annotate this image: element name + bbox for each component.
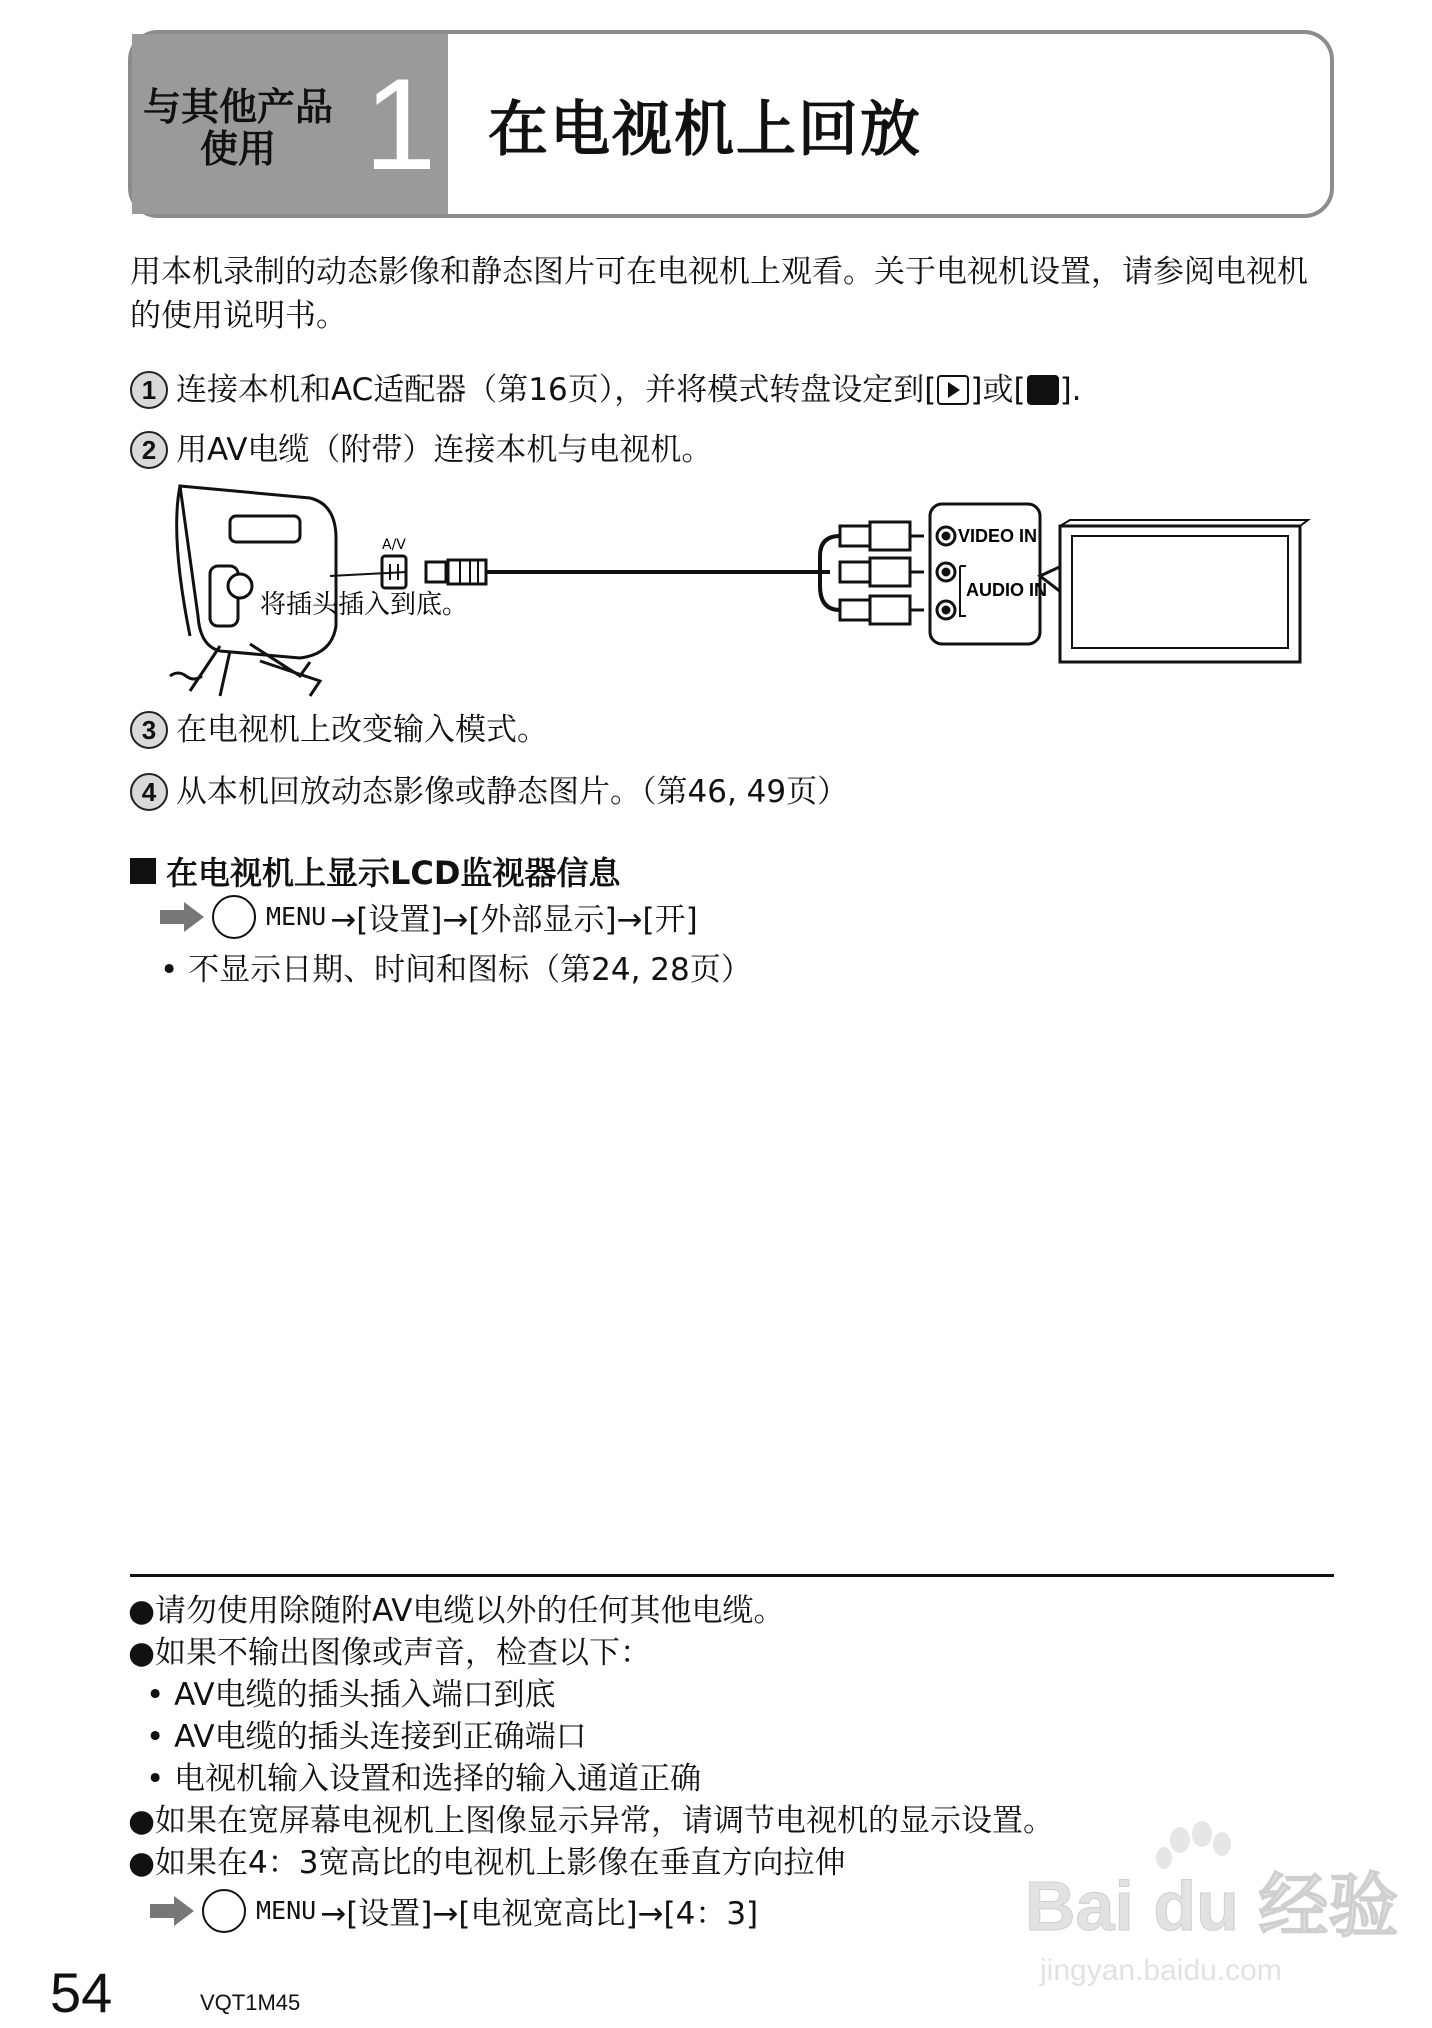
connection-diagram bbox=[160, 476, 1310, 696]
av-port-label: A/V bbox=[382, 537, 406, 553]
page-number: 54 bbox=[50, 1961, 113, 2024]
plug-note: 将插头插入到底。 bbox=[260, 590, 469, 620]
note-item: ●如果在宽屏幕电视机上图像显示异常，请调节电视机的显示设置。 bbox=[128, 1803, 1055, 1839]
step-number: 4 bbox=[130, 773, 168, 811]
watermark-brand: Bai du 经验 bbox=[1025, 1867, 1399, 1945]
menu-path-text: →[设置]→[电视宽高比]→[4：3] bbox=[320, 1896, 759, 1932]
step-text-mid: ]或[ bbox=[970, 372, 1026, 408]
video-in-label: VIDEO IN bbox=[958, 526, 1038, 546]
paw-logo-icon bbox=[1020, 1820, 1399, 1990]
aspect-menu-path bbox=[150, 1888, 758, 1933]
baidu-watermark bbox=[1020, 1820, 1399, 1990]
lcd-info-heading bbox=[130, 848, 620, 894]
camera-mode-icon bbox=[1027, 375, 1059, 405]
intro-paragraph: 用本机录制的动态影像和静态图片可在电视机上观看。关于电视机设置，请参阅电视机的使用说明书。 bbox=[130, 254, 1308, 334]
step-number: 1 bbox=[130, 371, 168, 409]
lcd-menu-path bbox=[160, 894, 698, 939]
joystick-icon bbox=[202, 1889, 246, 1933]
note-item: ●请勿使用除随附AV电缆以外的任何其他电缆。 bbox=[128, 1593, 785, 1629]
note-subitem: • 电视机输入设置和选择的输入通道正确 bbox=[146, 1761, 702, 1797]
joystick-icon bbox=[212, 895, 256, 939]
step-number: 2 bbox=[130, 431, 168, 469]
television-icon bbox=[1040, 520, 1308, 662]
watermark-url: jingyan.baidu.com bbox=[1040, 1954, 1282, 1987]
note-subitem: • AV电缆的插头连接到正确端口 bbox=[146, 1719, 587, 1755]
playback-mode-icon bbox=[937, 375, 969, 405]
tv-input-panel bbox=[930, 504, 1040, 644]
chapter-tab bbox=[132, 34, 448, 214]
step-text-before: 连接本机和AC适配器（第16页），并将模式转盘设定到[ bbox=[176, 372, 937, 408]
section-label bbox=[138, 86, 338, 170]
menu-word: MENU bbox=[266, 902, 327, 931]
divider bbox=[130, 1574, 1334, 1577]
square-bullet-icon bbox=[130, 858, 156, 884]
notes-list bbox=[128, 1590, 1054, 1884]
step-text: 从本机回放动态影像或静态图片。（第46, 49页） bbox=[176, 774, 849, 810]
section-label-line2: 使用 bbox=[199, 127, 276, 171]
page-title: 在电视机上回放 bbox=[488, 95, 922, 165]
step-text: 用AV电缆（附带）连接本机与电视机。 bbox=[176, 432, 713, 468]
model-code: VQT1M45 bbox=[200, 1990, 301, 2015]
lcd-info-heading-text: 在电视机上显示LCD监视器信息 bbox=[166, 854, 621, 892]
section-label-line1: 与其他产品 bbox=[142, 85, 333, 129]
audio-in-label: AUDIO IN bbox=[966, 580, 1047, 600]
note-item: ●如果不输出图像或声音，检查以下： bbox=[128, 1635, 652, 1671]
rca-plugs bbox=[840, 522, 924, 624]
arrow-right-icon bbox=[160, 902, 204, 932]
note-subitem: • AV电缆的插头插入端口到底 bbox=[146, 1677, 556, 1713]
step-text-after: ]. bbox=[1059, 372, 1082, 408]
step-number: 3 bbox=[130, 711, 168, 749]
menu-path-text: →[设置]→[外部显示]→[开] bbox=[330, 902, 698, 938]
step-2 bbox=[130, 428, 712, 472]
step-4 bbox=[130, 770, 848, 814]
note-item: ●如果在4：3宽高比的电视机上影像在垂直方向拉伸 bbox=[128, 1845, 846, 1881]
step-3 bbox=[130, 708, 548, 752]
step-text: 在电视机上改变输入模式。 bbox=[176, 712, 548, 748]
menu-word: MENU bbox=[256, 1896, 317, 1925]
chapter-header bbox=[128, 30, 1334, 218]
lcd-note: • 不显示日期、时间和图标（第24, 28页） bbox=[160, 952, 752, 988]
step-1 bbox=[130, 368, 1082, 412]
arrow-right-icon bbox=[150, 1896, 194, 1926]
section-number: 1 bbox=[364, 51, 437, 197]
